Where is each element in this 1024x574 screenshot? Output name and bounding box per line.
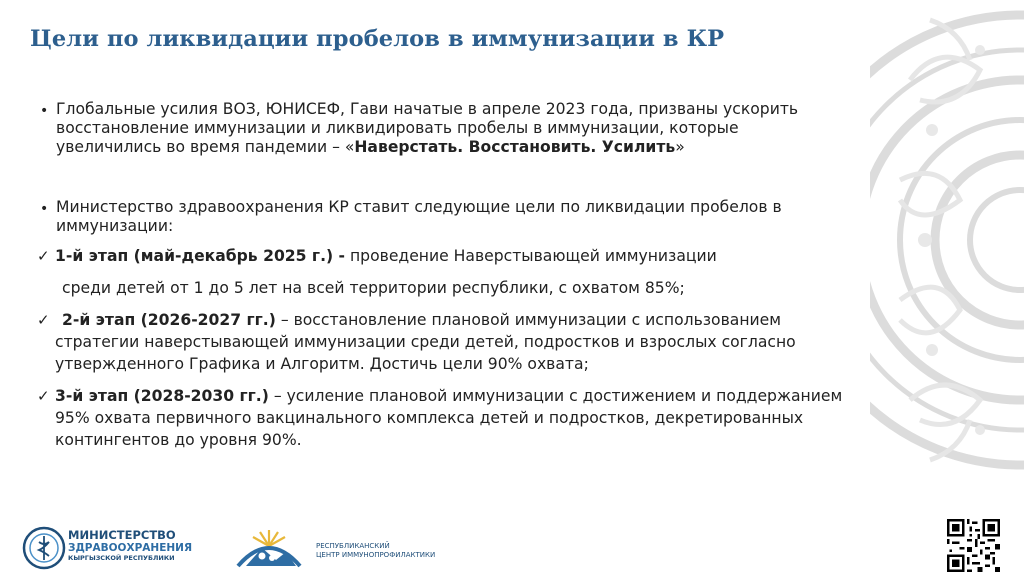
- slogan: Наверстать. Восстановить. Усилить: [354, 138, 676, 156]
- bullet-2-line-2: иммунизации:: [56, 217, 174, 235]
- bullet-1-line-3-end: »: [675, 138, 685, 156]
- bullet-1-line-1: Глобальные усилия ВОЗ, ЮНИСЕФ, Гави начатые в апреле 2023 года, призваны ускорить: [56, 100, 799, 118]
- center-line-1: РЕСПУБЛИКАНСКИЙ: [316, 542, 390, 550]
- stage-2-line-2: стратегии наверстывающей иммунизации среди детей, подростков и взрослых согласно: [55, 333, 796, 351]
- immunization-center-logo-icon: [232, 526, 306, 572]
- stage-2-text: – восстановление плановой иммунизации с использованием: [275, 311, 782, 329]
- immunization-center-text: [316, 542, 435, 560]
- stage-1-line-2: среди детей от 1 до 5 лет на всей территории республики, с охватом 85%;: [62, 279, 685, 297]
- stage-1-text: проведение Наверстывающей иммунизации: [345, 247, 717, 265]
- checkmark-icon: ✓: [37, 247, 50, 265]
- page-title: Цели по ликвидации пробелов в иммунизации в КР: [30, 26, 725, 52]
- ministry-line-1: МИНИСТЕРСТВО: [68, 528, 176, 542]
- bullet-dot-icon: •: [40, 103, 49, 119]
- stage-2-line-3: утвержденного Графика и Алгоритм. Достичь цели 90% охвата;: [55, 355, 589, 373]
- bullet-dot-icon: •: [40, 201, 49, 217]
- bullet-1-line-2: восстановление иммунизации и ликвидировать пробелы в иммунизации, которые: [56, 119, 739, 137]
- stage-2-line-1: [62, 311, 781, 330]
- stage-1-line-1: [55, 247, 717, 266]
- ministry-line-3: КЫРГЫЗСКОЙ РЕСПУБЛИКИ: [68, 554, 175, 562]
- stage-3-title: 3-й этап (2028-2030 гг.): [55, 387, 269, 405]
- ministry-line-2: ЗДРАВООХРАНЕНИЯ: [68, 542, 193, 554]
- stage-1-title: 1-й этап (май-декабрь 2025 г.) -: [55, 247, 346, 265]
- stage-3-line-2: 95% охвата первичного вакцинального комплекса детей и подростков, декретированных: [55, 409, 804, 427]
- checkmark-icon: ✓: [37, 311, 50, 329]
- center-line-2: ЦЕНТР ИММУНОПРОФИЛАКТИКИ: [316, 551, 436, 559]
- ministry-emblem-icon: [22, 526, 66, 570]
- ministry-logo-text: [68, 529, 192, 562]
- qr-code-icon[interactable]: [947, 519, 1000, 572]
- checkmark-icon: ✓: [37, 387, 50, 405]
- bullet-2-line-1: Министерство здравоохранения КР ставит следующие цели по ликвидации пробелов в: [56, 198, 782, 216]
- stage-3-text: – усиление плановой иммунизации с достижением и поддержанием: [268, 387, 843, 405]
- bullet-1-line-3: [56, 138, 685, 157]
- stage-2-title: 2-й этап (2026-2027 гг.): [62, 311, 276, 329]
- stage-3-line-3: контингентов до уровня 90%.: [55, 431, 302, 449]
- stage-3-line-1: [55, 387, 842, 406]
- bullet-1-line-3-text: увеличились во время пандемии – «: [56, 138, 355, 156]
